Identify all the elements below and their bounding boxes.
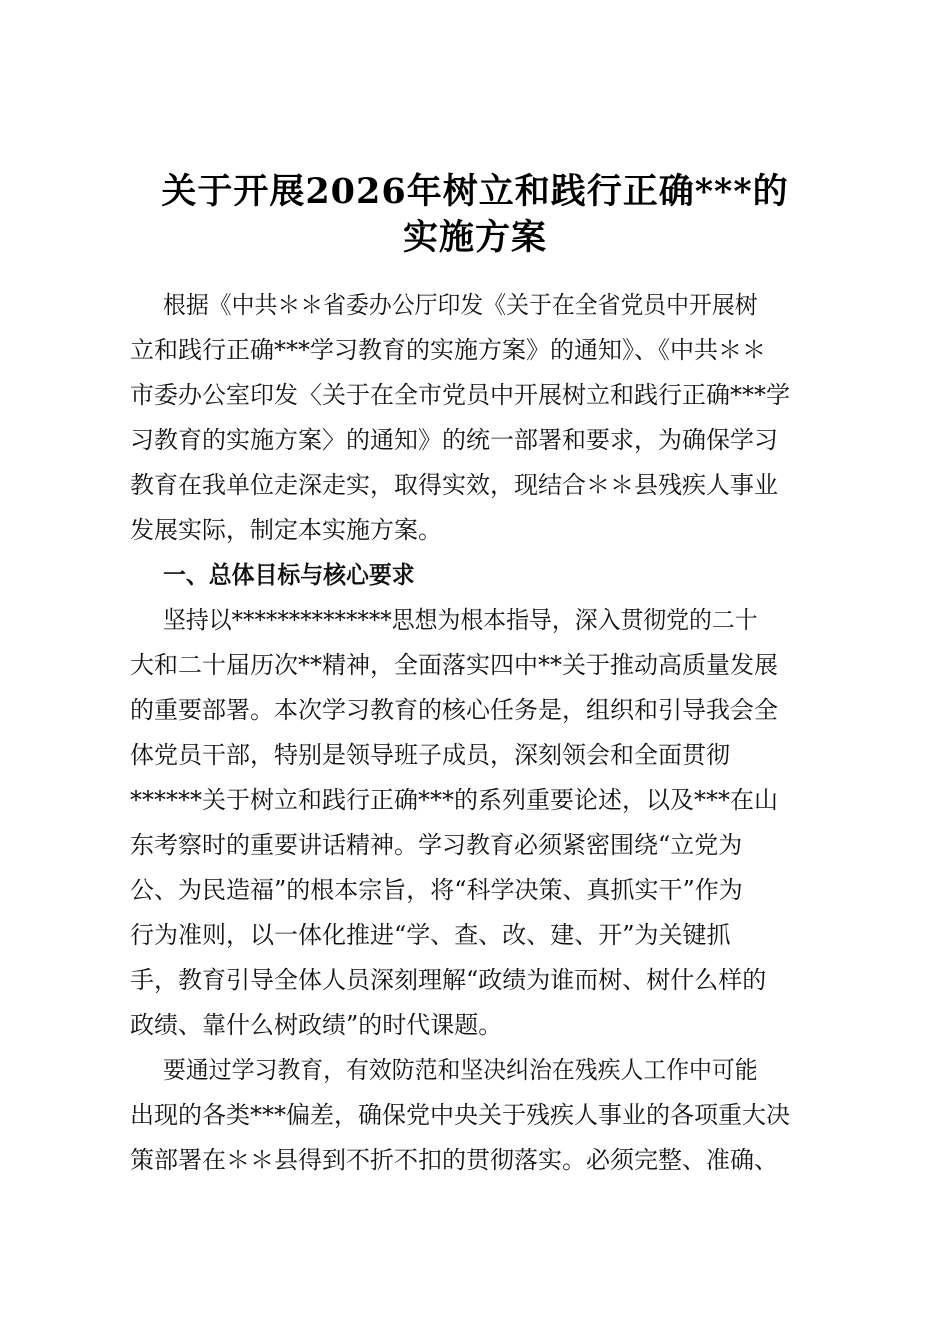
body-line: 大和二十届历次**精神，全面落实四中**关于推动高质量发展 bbox=[130, 651, 778, 679]
intro-line: 发展实际，制定本实施方案。 bbox=[130, 516, 442, 544]
body-line: 出现的各类***偏差，确保党中央关于残疾人事业的各项重大决 bbox=[130, 1101, 790, 1129]
body-line: 行为准则，以一体化推进“学、查、改、建、开”为关键抓 bbox=[130, 921, 731, 949]
body-line: 策部署在＊＊县得到不折不扣的贯彻落实。必须完整、准确、 bbox=[130, 1146, 778, 1174]
body-line: ******关于树立和践行正确***的系列重要论述，以及***在山 bbox=[130, 786, 778, 814]
intro-line: 根据《中共＊＊省委办公厅印发《关于在全省党员中开展树 bbox=[163, 291, 758, 319]
body-line: 体党员干部，特别是领导班子成员，深刻领会和全面贯彻 bbox=[130, 741, 730, 769]
body-line: 坚持以**************思想为根本指导，深入贯彻党的二十 bbox=[163, 606, 758, 634]
section-heading: 一、总体目标与核心要求 bbox=[163, 560, 415, 589]
body-line: 的重要部署。本次学习教育的核心任务是，组织和引导我会全 bbox=[130, 696, 778, 724]
intro-line: 教育在我单位走深走实，取得实效，现结合＊＊县残疾人事业 bbox=[130, 471, 778, 499]
intro-line: 习教育的实施方案〉的通知》的统一部署和要求，为确保学习 bbox=[130, 426, 778, 454]
intro-line: 市委办公室印发〈关于在全市党员中开展树立和践行正确***学 bbox=[130, 381, 790, 409]
body-line: 要通过学习教育，有效防范和坚决纠治在残疾人工作中可能 bbox=[163, 1056, 758, 1084]
intro-line: 立和践行正确***学习教育的实施方案》的通知》、《中共＊＊ bbox=[130, 336, 766, 364]
document-title-line-1: 关于开展2026年树立和践行正确***的 bbox=[161, 171, 789, 212]
document-title-line-2: 实施方案 bbox=[402, 217, 547, 258]
body-line: 东考察时的重要讲话精神。学习教育必须紧密围绕“立党为 bbox=[130, 831, 743, 859]
body-line: 公、为民造福”的根本宗旨，将“科学决策、真抓实干”作为 bbox=[130, 876, 743, 904]
body-line: 手，教育引导全体人员深刻理解“政绩为谁而树、树什么样的 bbox=[130, 966, 767, 994]
body-line: 政绩、靠什么树政绩”的时代课题。 bbox=[130, 1011, 503, 1039]
